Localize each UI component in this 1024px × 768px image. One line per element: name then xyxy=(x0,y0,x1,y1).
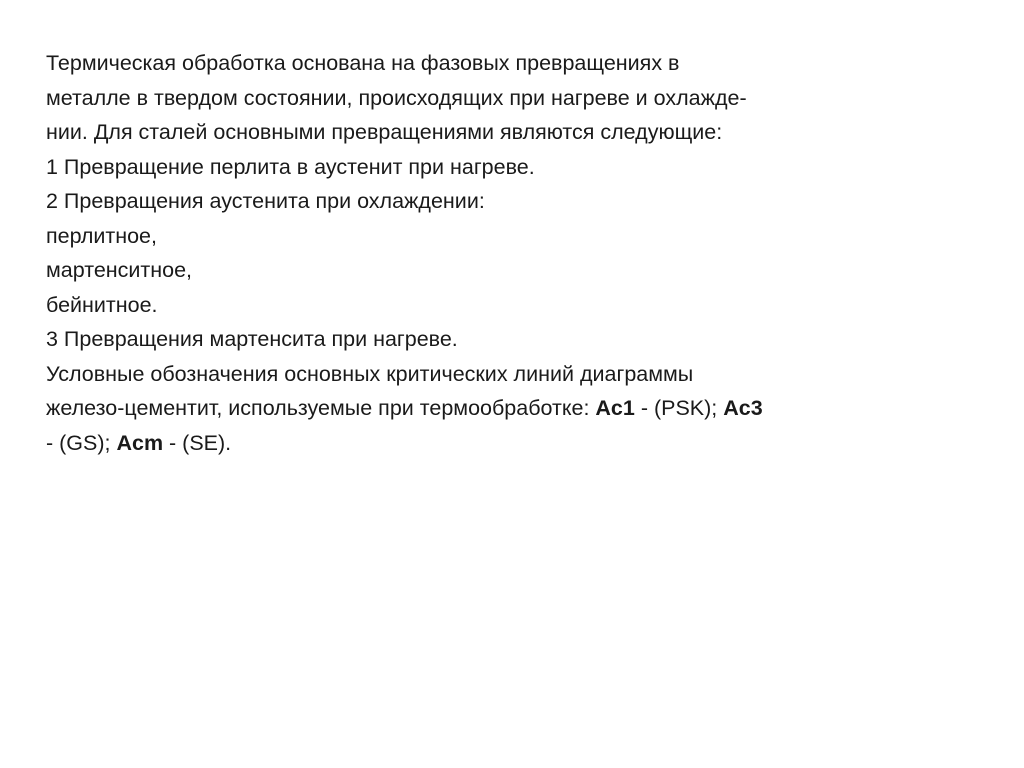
notation-line-3 xyxy=(46,426,946,461)
sub-item-bainite: бейнитное. xyxy=(46,292,158,317)
list-item-2: 2 Превращения аустенита при охлаждении: xyxy=(46,189,485,213)
sub-item-perlite: перлитное, xyxy=(46,223,157,248)
list-item-3: 3 Превращения мартенсита при нагреве. xyxy=(46,327,458,351)
acm-term: Acm xyxy=(116,430,164,455)
notation-line-2 xyxy=(46,391,946,426)
acm-description: - (SE). xyxy=(163,430,232,455)
paragraph-line-2: металле в твердом состоянии, происходящих при нагреве и охлажде- xyxy=(46,85,747,110)
notation-intro: железо-цементит, используемые при термообработке: xyxy=(46,396,596,420)
list-item-1: 1 Превращение перлита в аустенит при нагреве. xyxy=(46,154,535,179)
body-text xyxy=(46,46,946,460)
ac3-description: - (GS); xyxy=(46,430,117,455)
paragraph-line-1: Термическая обработка основана на фазовых превращениях в xyxy=(46,51,680,75)
ac3-term: Ac3 xyxy=(723,396,763,420)
notation-line-1: Условные обозначения основных критических линий диаграммы xyxy=(46,361,694,386)
paragraph-line-3: нии. Для сталей основными превращениями являются следующие: xyxy=(46,120,723,144)
sub-item-martensite: мартенситное, xyxy=(46,258,193,282)
ac1-term: Ac1 xyxy=(595,396,635,420)
ac1-description: - (PSK); xyxy=(634,396,724,420)
